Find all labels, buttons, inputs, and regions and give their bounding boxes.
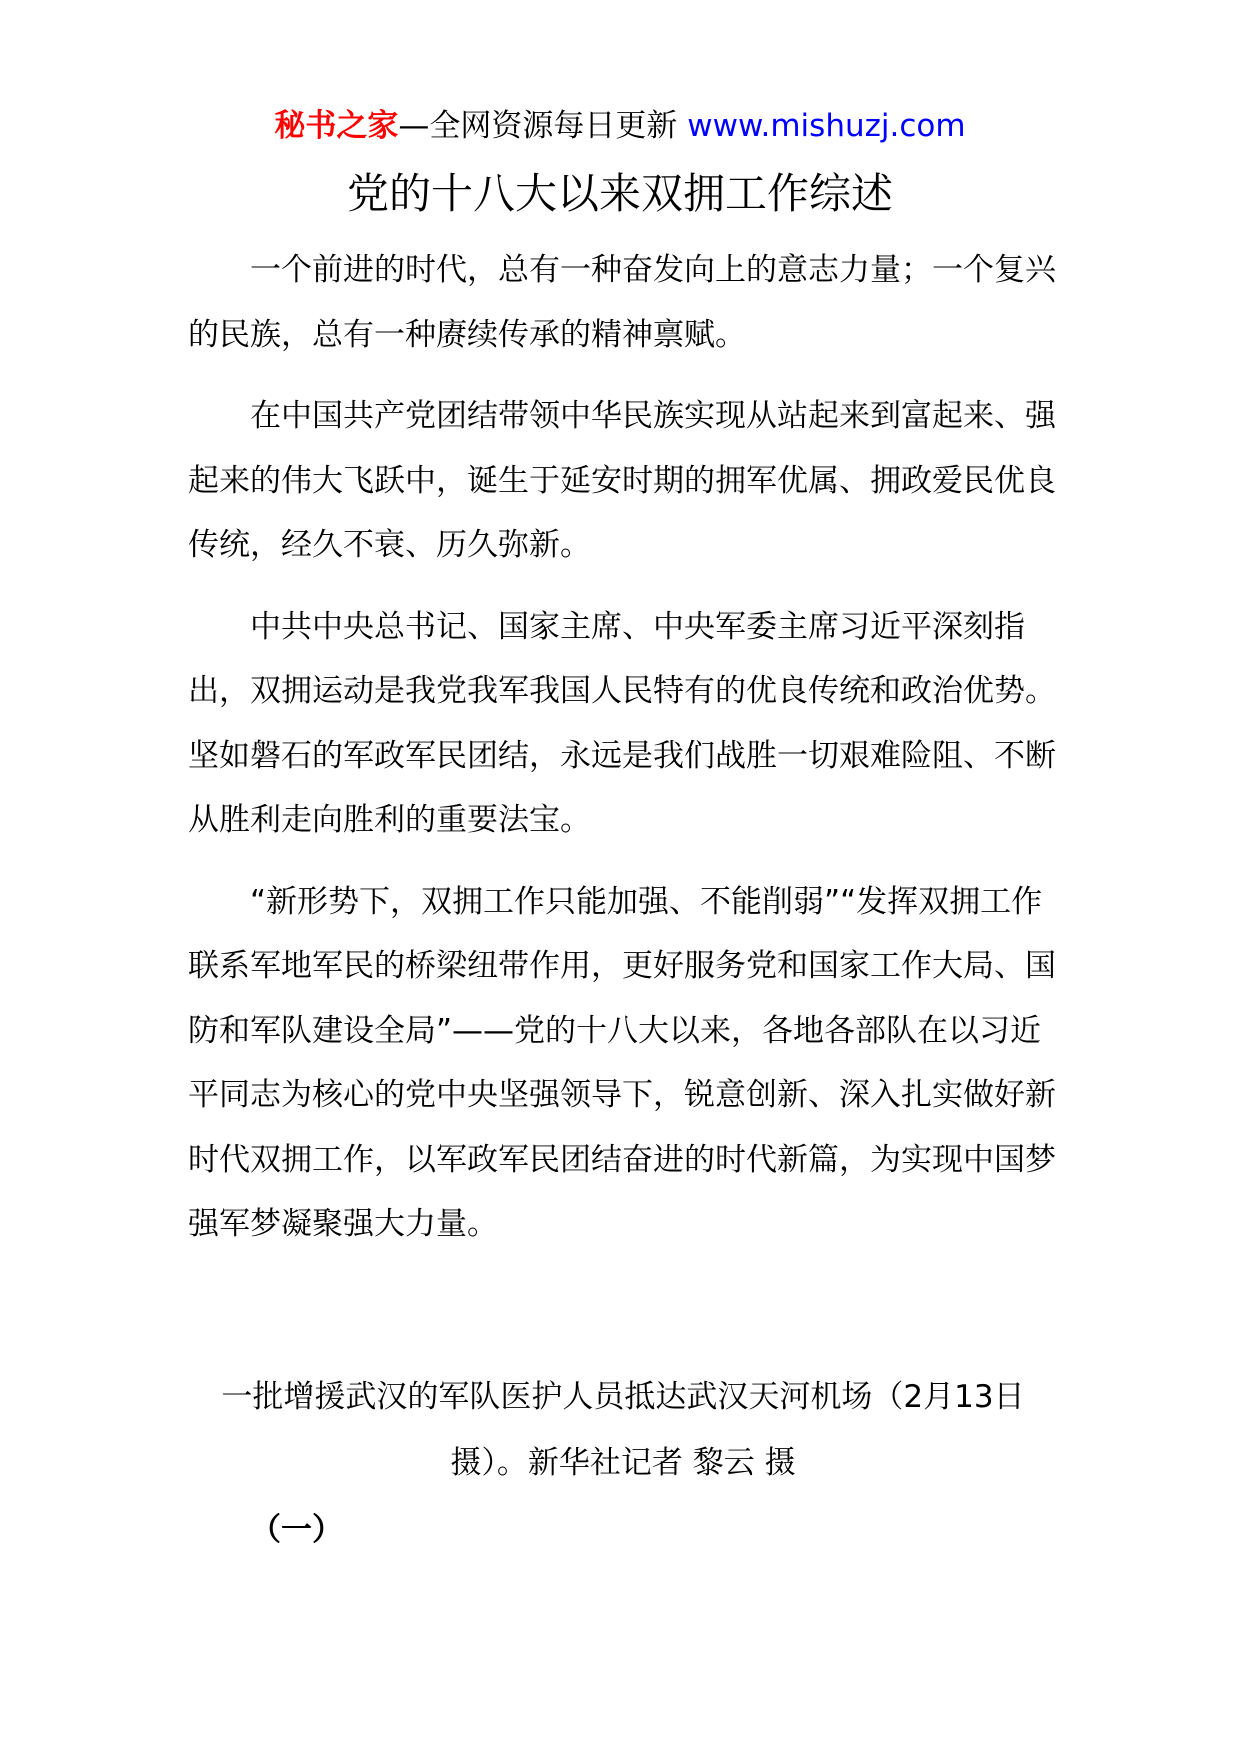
paragraph-2: 在中国共产党团结带领中华民族实现从站起来到富起来、强起来的伟大飞跃中，诞生于延安时期的拥军优属、拥政爱民优良传统，经久不衰、历久弥新。: [188, 398, 1056, 563]
section-heading: （一）: [250, 1512, 343, 1548]
brand-name: 秘书之家: [274, 108, 399, 144]
article-body: [188, 238, 1058, 1274]
site-header: [0, 104, 1240, 148]
paragraph-1: 一个前进的时代，总有一种奋发向上的意志力量；一个复兴的民族，总有一种赓续传承的精神禀赋。: [188, 252, 1056, 353]
paragraph-3: 中共中央总书记、国家主席、中央军委主席习近平深刻指出，双拥运动是我党我军我国人民特有的优良传统和政治优势。坚如磐石的军政军民团结，永远是我们战胜一切艰难险阻、不断从胜利走向胜利的重要法宝。: [188, 608, 1056, 838]
photo-caption: 一批增援武汉的军队医护人员抵达武汉天河机场（2月13日摄）。新华社记者 黎云 摄: [221, 1379, 1025, 1481]
paragraph-4: “新形势下，双拥工作只能加强、不能削弱”“发挥双拥工作联系军地军民的桥梁纽带作用，更好服务党和国家工作大局、国防和军队建设全局”——党的十八大以来，各地各部队在以习近平同志为核心的党中央坚强领导下，锐意创新、深入扎实做好新时代双拥工作，以军政军民团结奋进的时代新篇，为实现中国梦强军梦凝聚强大力量。: [188, 883, 1056, 1242]
header-tagline: —全网资源每日更新: [398, 108, 688, 144]
document-title: 党的十八大以来双拥工作综述: [346, 169, 893, 218]
site-url-link[interactable]: www.mishuzj.com: [687, 108, 966, 144]
